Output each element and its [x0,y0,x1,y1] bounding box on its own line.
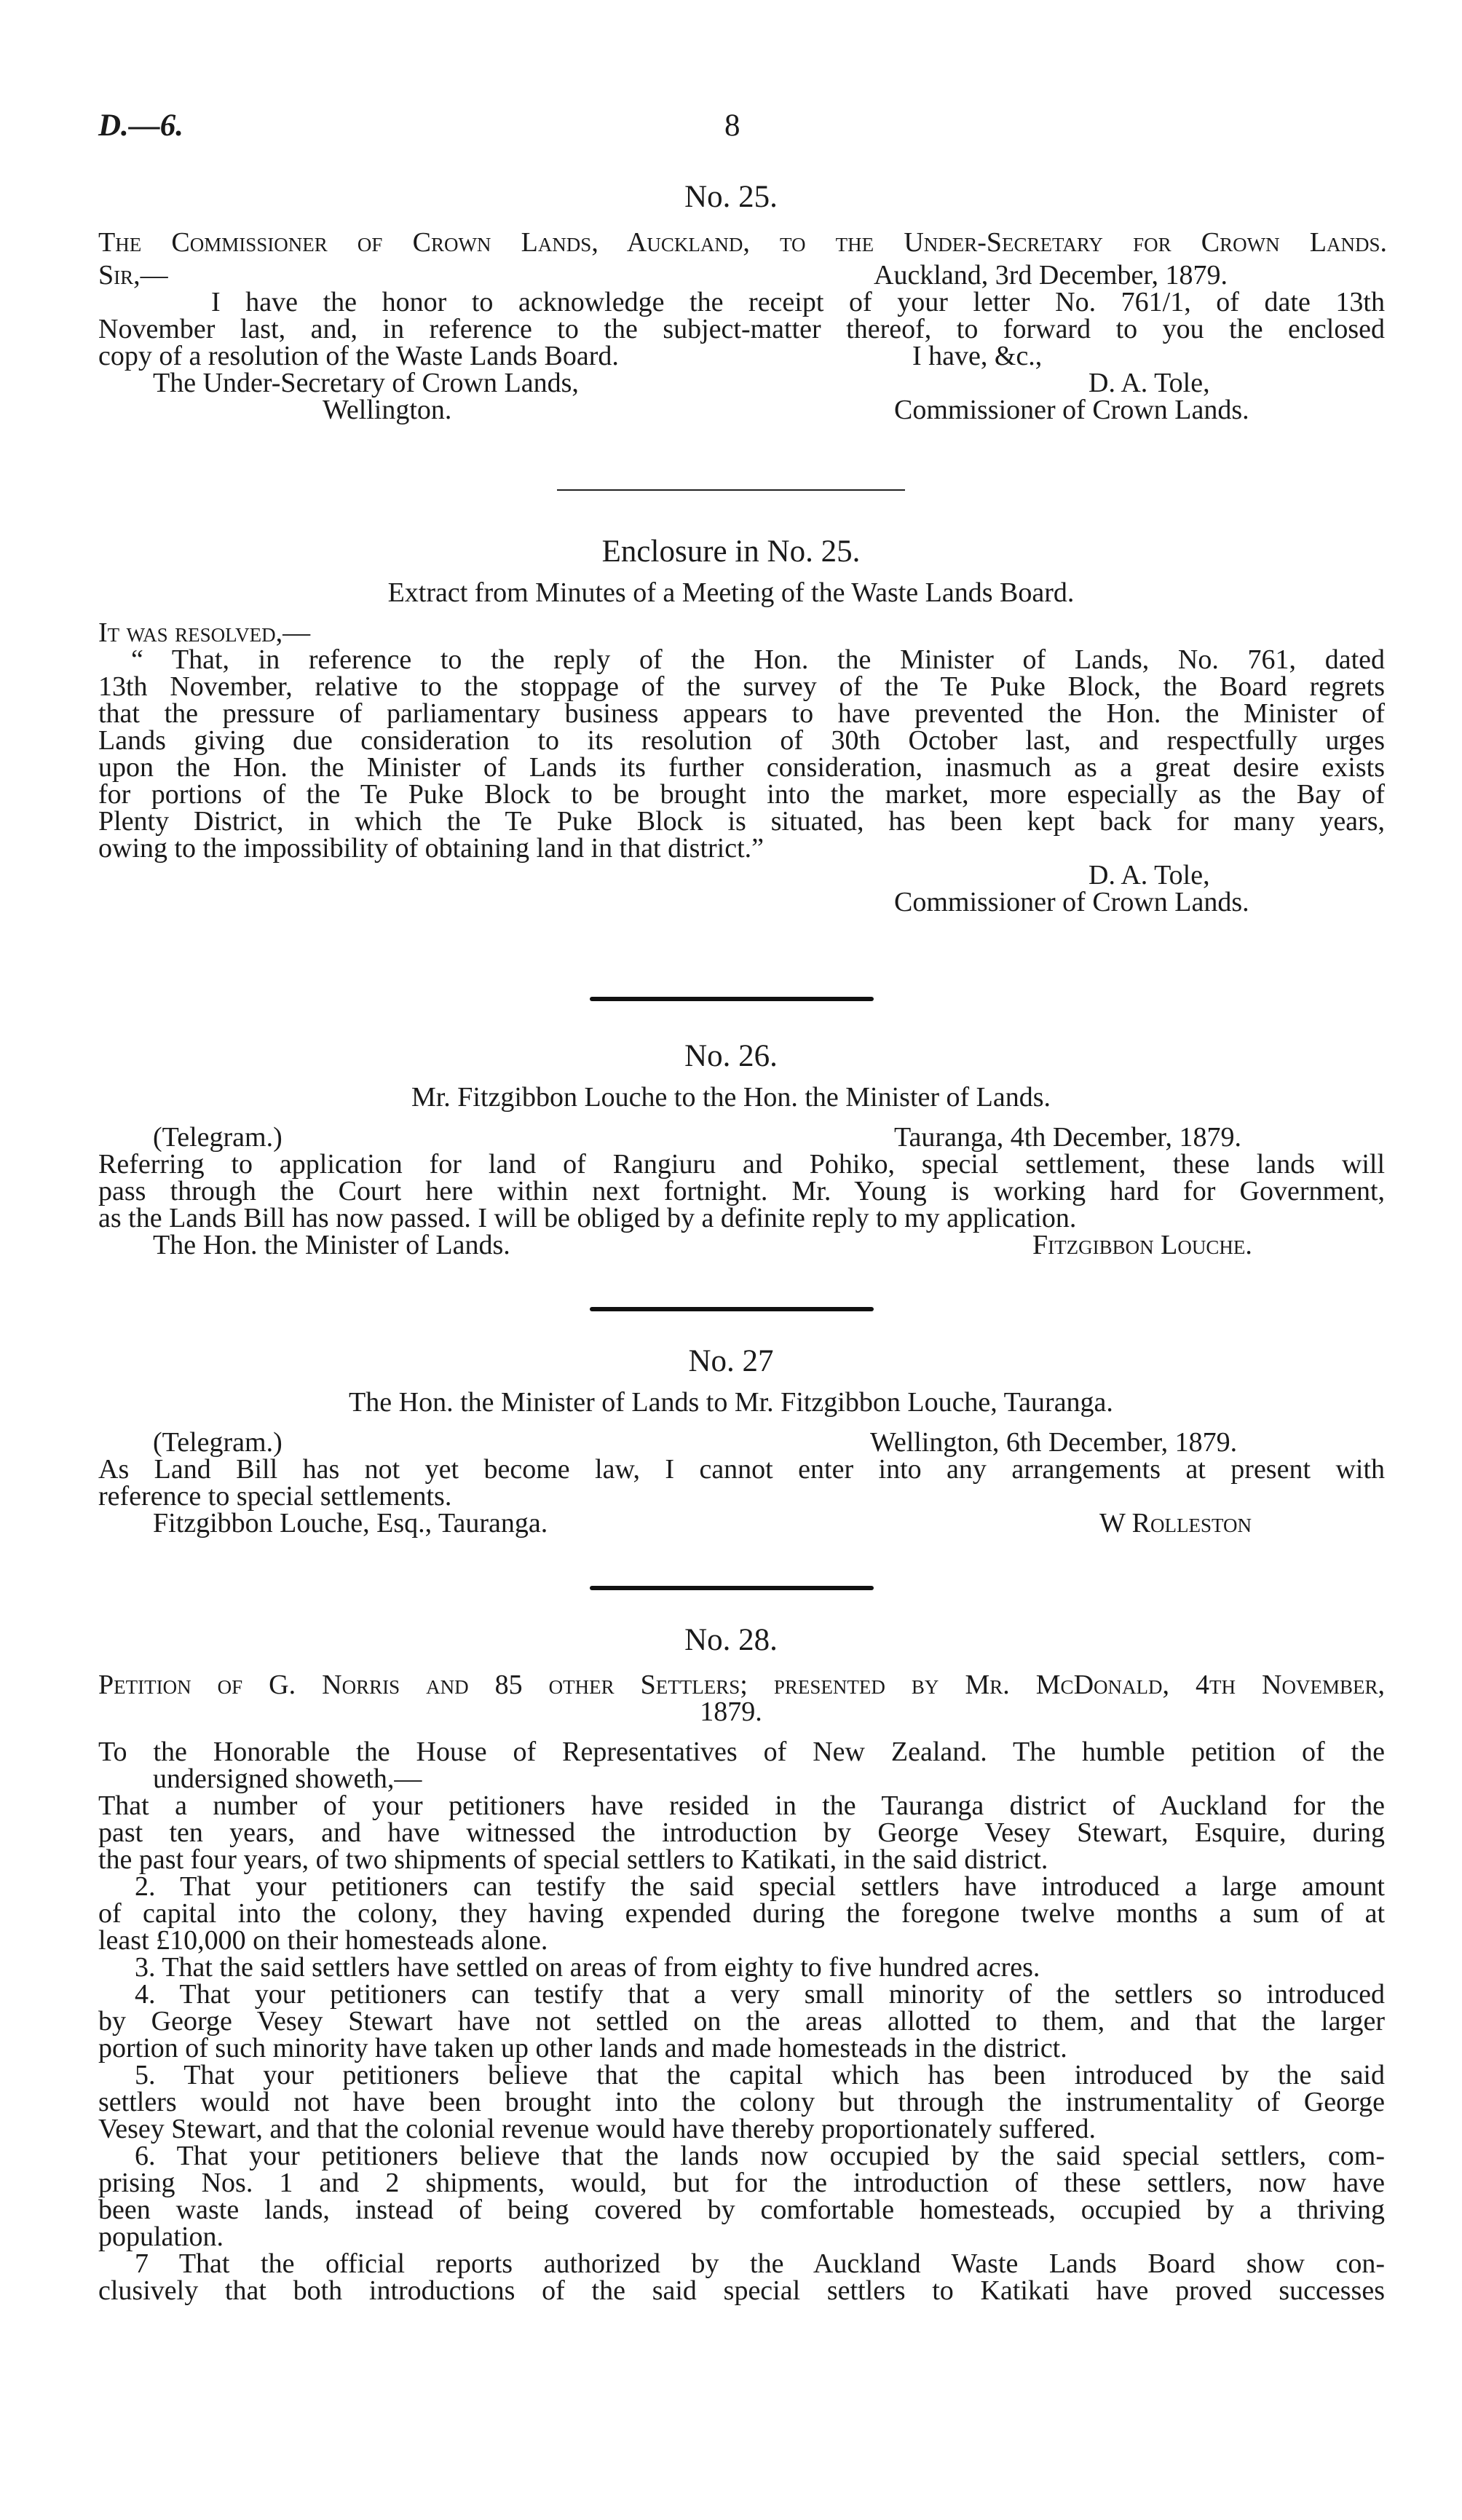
no28-body-line: been waste lands, instead of being covered by comfortable homesteads, occupied by a thriving [98,2195,1385,2225]
no28-subtitle-year: 1879. [700,1697,762,1727]
no28-heading: No. 28. [684,1623,778,1657]
no27-subtitle: The Hon. the Minister of Lands to Mr. Fitzgibbon Louche, Tauranga. [349,1387,1113,1418]
page-number: 8 [724,108,740,143]
no26-dateline: Tauranga, 4th December, 1879. [894,1122,1241,1153]
no25-addressee: The Under-Secretary of Crown Lands, [153,368,579,398]
enclosure25-subtitle: Extract from Minutes of a Meeting of the Waste Lands Board. [387,577,1075,608]
no28-body-line: past ten years, and have witnessed the introduction by George Vesey Stewart, Esquire, during [98,1817,1385,1848]
enclosure25-body-line: 13th November, relative to the stoppage of the survey of the Te Puke Block, the Board regrets [98,671,1385,702]
no27-body-line: reference to special settlements. [98,1481,452,1512]
no26-body-line: as the Lands Bill has now passed. I will be obliged by a definite reply to my application. [98,1203,1077,1233]
enclosure25-heading: Enclosure in No. 25. [601,534,861,569]
no27-addressee: Fitzgibbon Louche, Esq., Tauranga. [153,1508,548,1539]
no28-body-line: 4. That your petitioners can testify that a very small minority of the settlers so introduced [135,1979,1385,2010]
no28-body-line: 6. That your petitioners believe that the lands now occupied by the said special settlers, com- [135,2141,1385,2171]
enclosure25-signer-title: Commissioner of Crown Lands. [894,887,1249,917]
no28-body-line: the past four years, of two shipments of special settlers to Katikati, in the said district. [98,1844,1048,1875]
no28-body-line: settlers would not have been brought into the colony but through the instrumentality of George [98,2087,1385,2117]
no27-body-line: As Land Bill has not yet become law, I cannot enter into any arrangements at present with [98,1454,1385,1485]
no26-body-line: pass through the Court here within next fortnight. Mr. Young is working hard for Government, [98,1176,1385,1206]
no28-body-line: population. [98,2221,224,2252]
no28-preamble-line: undersigned showeth,— [153,1763,422,1794]
enclosure25-body-line: that the pressure of parliamentary business appears to have prevented the Hon. the Minister of [98,698,1385,729]
no28-body-line: That a number of your petitioners have resided in the Tauranga district of Auckland for the [98,1790,1385,1821]
no26-heading: No. 26. [684,1039,778,1073]
no28-subtitle: Petition of G. Norris and 85 other Settlers; presented by Mr. McDonald, 4th November, [98,1670,1385,1700]
no28-body-line: Vesey Stewart, and that the colonial revenue would have thereby proportionately suffered. [98,2114,1096,2144]
no26-signer: Fitzgibbon Louche. [1032,1230,1252,1260]
no28-body-line: 3. That the said settlers have settled on areas of from eighty to five hundred acres. [135,1952,1040,1983]
no26-body-line: Referring to application for land of Rangiuru and Pohiko, special settlement, these lands will [98,1149,1385,1180]
no26-addressee: The Hon. the Minister of Lands. [153,1230,510,1260]
no25-body-line: November last, and, in reference to the subject-matter thereof, to forward to you the enclosed [98,314,1385,344]
no28-body-line: 5. That your petitioners believe that the capital which has been introduced by the said [135,2060,1385,2090]
no28-body-line: of capital into the colony, they having expended during the foregone twelve months a sum of at [98,1898,1385,1929]
no27-dateline: Wellington, 6th December, 1879. [870,1427,1238,1458]
no28-body-line: by George Vesey Stewart have not settled on the areas allotted to them, and that the larger [98,2006,1385,2037]
no26-type: (Telegram.) [153,1122,282,1153]
no25-close: I have, &c., [912,341,1043,371]
no26-subtitle: Mr. Fitzgibbon Louche to the Hon. the Minister of Lands. [411,1082,1051,1113]
enclosure25-intro: It was resolved,— [98,617,311,648]
no28-body-line: prising Nos. 1 and 2 shipments, would, but for the introduction of these settlers, now have [98,2168,1385,2198]
enclosure25-body-line: Plenty District, in which the Te Puke Block is situated, has been kept back for many years, [98,806,1385,837]
no25-subtitle: The Commissioner of Crown Lands, Auckland, to the Under-Secretary for Crown Lands. [98,227,1387,258]
no27-signer: W Rolleston [1099,1508,1252,1539]
no28-body-line: clusively that both introductions of the said special settlers to Katikati have proved successes [98,2275,1385,2306]
enclosure25-body-line: “ That, in reference to the reply of the Hon. the Minister of Lands, No. 761, dated [131,644,1385,675]
no27-heading: No. 27 [688,1344,774,1378]
enclosure25-body-line: for portions of the Te Puke Block to be brought into the market, more especially as the Bay of [98,779,1385,810]
no25-signer-title: Commissioner of Crown Lands. [894,395,1249,425]
no28-body-line: 2. That your petitioners can testify the said special settlers have introduced a large amount [135,1871,1385,1902]
separator-rule-thick [590,997,874,1001]
no28-body-line: portion of such minority have taken up other lands and made homesteads in the district. [98,2033,1067,2063]
no28-body-line: 7 That the official reports authorized by the Auckland Waste Lands Board show con- [135,2248,1385,2279]
no25-body-line: I have the honor to acknowledge the receipt of your letter No. 761/1, of date 13th [211,287,1385,317]
no25-heading: No. 25. [684,180,778,214]
enclosure25-body-line: upon the Hon. the Minister of Lands its further consideration, inasmuch as a great desire exists [98,752,1385,783]
separator-rule-thick [590,1307,874,1311]
enclosure25-signer: D. A. Tole, [1088,860,1210,890]
page-reference: D.—6. [98,108,184,143]
enclosure25-body-line: owing to the impossibility of obtaining land in that district.” [98,833,764,864]
no25-salutation: Sir,— [98,260,168,291]
no27-type: (Telegram.) [153,1427,282,1458]
no25-dateline: Auckland, 3rd December, 1879. [874,260,1228,291]
no25-body-line: copy of a resolution of the Waste Lands Board. [98,341,619,371]
separator-rule [557,489,905,491]
no28-preamble-line: To the Honorable the House of Representatives of New Zealand. The humble petition of the [98,1737,1385,1767]
enclosure25-body-line: Lands giving due consideration to its resolution of 30th October last, and respectfully urges [98,725,1385,756]
no25-signer: D. A. Tole, [1088,368,1210,398]
no25-addressee-city: Wellington. [323,395,452,425]
separator-rule-thick [590,1586,874,1590]
no28-body-line: least £10,000 on their homesteads alone. [98,1925,548,1956]
